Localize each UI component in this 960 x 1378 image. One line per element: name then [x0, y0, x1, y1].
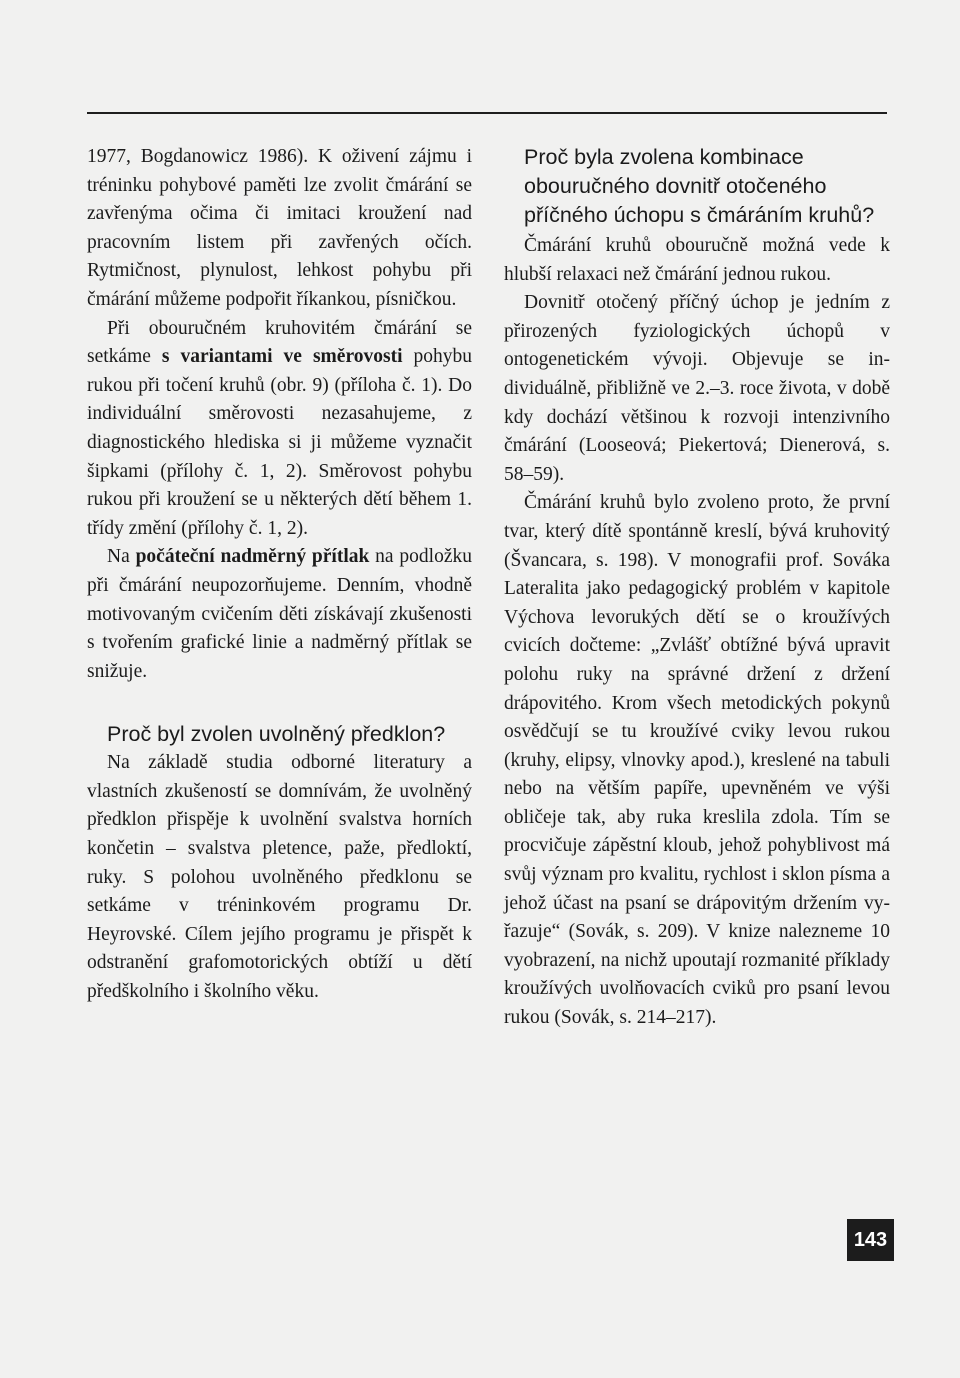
emphasis: s variantami ve směrovosti	[161, 346, 403, 368]
paragraph-direction	[87, 315, 472, 544]
section-heading-posture: Proč byl zvolen uvolněný předklon?	[107, 722, 446, 747]
text-run: Na	[107, 546, 136, 568]
text-run: na podložku při čmárání neupozorňujeme. Denním, vhodně motivovaným cvičením děti získávají zkušenosti s tvořením grafické linie a nadměrný přítlak se snižuje.	[87, 546, 472, 682]
text-run: Při obouručném kruhovitém čmárání se setkáme	[87, 317, 472, 368]
emphasis: počáteční nadměrný přítlak	[135, 546, 370, 568]
paragraph-circles: Čmárání kruhů bylo zvoleno proto, že první tvar, který dítě spontánně kreslí, bývá kruhovitý (Švancara, s. 198). V monografii prof. Sováka Lateralita jako pedagogický problém v kapitole Výchova levorukých dětí se o kroužívých cvicích dočteme: „Zvlášť obtížné bývá upravit polohu ruky na správné držení z držení drápovitého. Krom všech metodických pokynů osvědčují se tu kroužívé cviky levou rukou (kruhy, elipsy, vlnovky apod.), kreslené na tabuli nebo na větším papíře, upevněném ve výši obličeje tak, aby ruka kreslila zdola. Tím se procvičuje zápěstní kloub, jehož pohyblivost má svůj význam pro kvalitu, rychlost i sklon písma a jehož účast na psaní se drápovitým držením vyřazuje“ (Sovák, s. 209). V knize nalezneme 10 vyobrazení, na nichž upoutají rozmanité příklady kroužívých uvolňovacích cviků pro psaní levou rukou (Sovák, s. 214–217).	[504, 492, 890, 1029]
text-run: pohybu rukou při točení kruhů (obr. 9) (příloha č. 1). Do individuální směrovosti nezasahujeme, z diagnostického hlediska si ji můžeme vyznačit šipkami (přílohy č. 1, 2). Směrovost pohybu rukou při kroužení se u některých dětí během 1. třídy změní (přílohy č. 1, 2).	[87, 346, 472, 539]
paragraph-relaxation: Čmárání kruhů obouručně možná vede k hlubší relaxaci než čmárání jednou rukou.	[504, 235, 890, 285]
section-heading-grip: Proč byla zvolena kombinace obouručného dovnitř otočeného příčného úchopu s čmáráním kruhů?	[524, 145, 875, 227]
left-column	[87, 143, 472, 1007]
paragraph-continuation: 1977, Bogdanowicz 1986). K oživení zájmu i tréninku pohybové paměti lze zvolit čmárání se zavřenýma očima či imitaci kroužení nad pracovním listem při zavřených očích. Rytmičnost, plynulost, lehkost pohybu při čmárání můžeme podpořit říkankou, písničkou.	[87, 146, 472, 310]
page-number: 143	[847, 1219, 894, 1261]
paragraph-pressure	[87, 543, 472, 686]
right-column	[504, 143, 890, 1033]
paragraph-grip: Dovnitř otočený příčný úchop je jedním z přirozených fyziologických úchopů v ontogenetickém vývoji. Objevuje se individuálně, přibližně ve 2.–3. roce života, v době kdy dochází většinou k rozvoji intenzivního čmárání (Looseová; Piekertová; Dienerová, s. 58–59).	[504, 292, 890, 485]
paragraph-posture: Na základě studia odborné literatury a vlastních zkušeností se domnívám, že uvolněný předklon přispěje k uvolnění svalstva horních končetin – svalstva pletence, paže, předloktí, ruky. S polohou uvolněného předklonu se setkáme v tréninkovém programu Dr. Heyrovské. Cílem jejího programu je přispět k odstranění grafomotorických obtíží u dětí předškolního i školního věku.	[87, 752, 472, 1003]
header-rule	[87, 112, 887, 114]
